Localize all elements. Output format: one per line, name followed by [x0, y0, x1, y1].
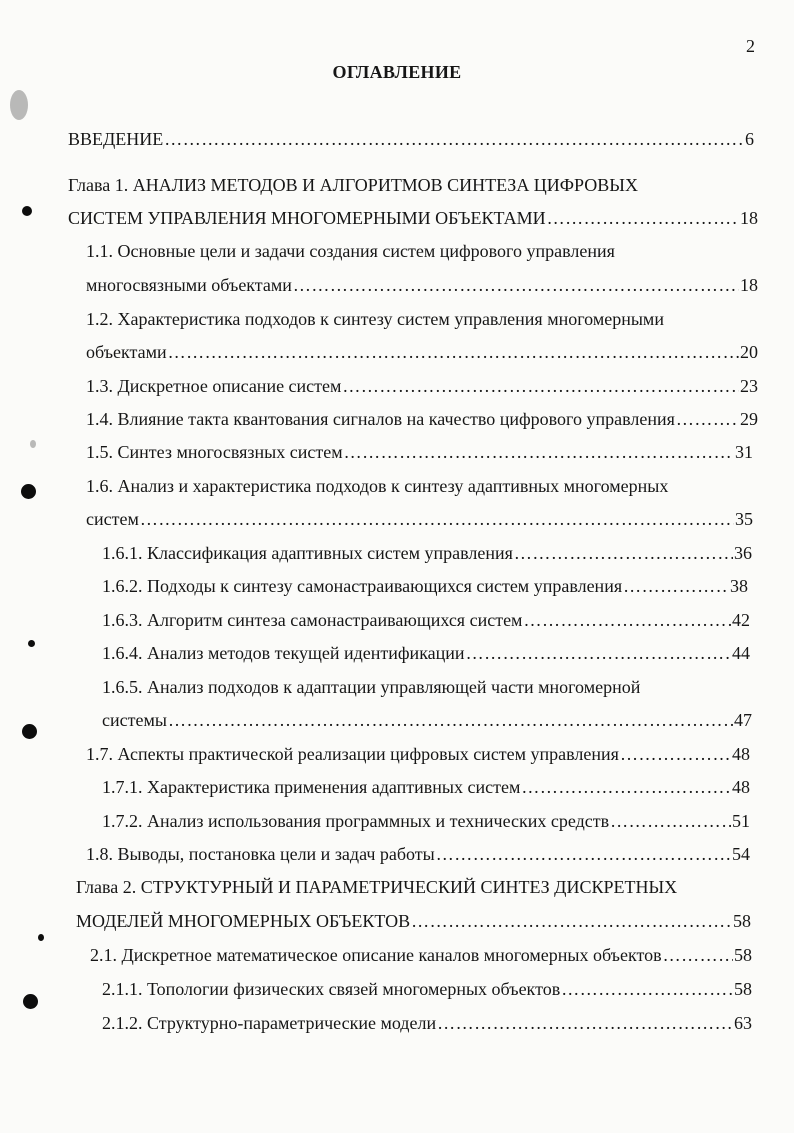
scan-speck: [10, 90, 28, 120]
toc-entry-introduction[interactable]: [68, 128, 754, 150]
toc-entry-title: многосвязными объектами: [86, 275, 292, 295]
toc-section-1-2-line1[interactable]: 1.2. Характеристика подходов к синтезу систем управления многомерными: [86, 309, 664, 329]
toc-entry-chapter-1[interactable]: [68, 207, 758, 229]
toc-entry-title: 1.6.3. Алгоритм синтеза самонастраивающихся систем: [102, 610, 523, 630]
page-number: 2: [746, 36, 755, 56]
toc-entry-section-2-1-2[interactable]: [102, 1012, 752, 1034]
toc-entry-page: 48: [732, 744, 750, 764]
punch-hole-mark: [21, 484, 36, 499]
toc-leader-dots: [411, 910, 732, 932]
toc-leader-dots: [620, 743, 731, 765]
toc-entry-page: 6: [745, 129, 754, 149]
toc-leader-dots: [437, 1012, 733, 1034]
toc-chapter-2-title-line1[interactable]: Глава 2. СТРУКТУРНЫЙ И ПАРАМЕТРИЧЕСКИЙ СИНТЕЗ ДИСКРЕТНЫХ: [76, 877, 678, 897]
toc-leader-dots: [547, 207, 739, 229]
toc-entry-title: 2.1.2. Структурно-параметрические модели: [102, 1013, 437, 1033]
toc-entry-section-1-6[interactable]: [86, 508, 753, 530]
toc-entry-page: 58: [733, 911, 751, 931]
toc-entry-page: 18: [740, 208, 758, 228]
punch-hole-mark: [28, 640, 35, 647]
toc-entry-title: 1.7. Аспекты практической реализации цифровых систем управления: [86, 744, 619, 764]
toc-entry-section-1-6-2[interactable]: [102, 575, 748, 597]
toc-leader-dots: [676, 408, 739, 430]
toc-entry-section-1-4[interactable]: [86, 408, 758, 430]
toc-entry-title: систем: [86, 509, 139, 529]
toc-entry-title: 1.7.2. Анализ использования программных и технических средств: [102, 811, 610, 831]
toc-entry-title: МОДЕЛЕЙ МНОГОМЕРНЫХ ОБЪЕКТОВ: [76, 911, 411, 931]
toc-entry-section-1-7[interactable]: [86, 743, 750, 765]
toc-leader-dots: [623, 575, 729, 597]
toc-entry-title: 1.6.4. Анализ методов текущей идентификации: [102, 643, 465, 663]
toc-entry-section-1-6-3[interactable]: [102, 609, 750, 631]
toc-entry-page: 31: [735, 442, 753, 462]
toc-entry-section-1-7-2[interactable]: [102, 810, 750, 832]
toc-leader-dots: [436, 843, 731, 865]
toc-section-1-1-line1[interactable]: 1.1. Основные цели и задачи создания систем цифрового управления: [86, 241, 615, 261]
toc-entry-title: ВВЕДЕНИЕ: [68, 129, 164, 149]
toc-entry-page: 23: [740, 376, 758, 396]
toc-entry-page: 47: [734, 710, 752, 730]
toc-entry-title: системы: [102, 710, 167, 730]
toc-entry-section-1-3[interactable]: [86, 375, 758, 397]
toc-section-1-6-line1[interactable]: 1.6. Анализ и характеристика подходов к синтезу адаптивных многомерных: [86, 476, 669, 496]
toc-entry-page: 29: [740, 409, 758, 429]
toc-leader-dots: [293, 274, 739, 296]
punch-hole-mark: [23, 994, 38, 1009]
toc-entry-section-1-6-5[interactable]: [102, 709, 752, 731]
toc-entry-section-2-1[interactable]: [90, 944, 752, 966]
page-title: ОГЛАВЛЕНИЕ: [332, 62, 462, 82]
toc-leader-dots: [140, 508, 734, 530]
toc-entry-page: 63: [734, 1013, 752, 1033]
toc-entry-page: 58: [734, 979, 752, 999]
toc-entry-page: 54: [732, 844, 750, 864]
toc-entry-title: объектами: [86, 342, 167, 362]
toc-entry-page: 44: [732, 643, 750, 663]
toc-leader-dots: [561, 978, 733, 1000]
toc-entry-title: СИСТЕМ УПРАВЛЕНИЯ МНОГОМЕРНЫМИ ОБЪЕКТАМИ: [68, 208, 546, 228]
punch-hole-mark: [22, 724, 37, 739]
toc-leader-dots: [168, 709, 733, 731]
toc-entry-title: 1.3. Дискретное описание систем: [86, 376, 342, 396]
toc-entry-page: 58: [734, 945, 752, 965]
toc-entry-title: 1.7.1. Характеристика применения адаптивных систем: [102, 777, 521, 797]
toc-leader-dots: [610, 810, 731, 832]
toc-leader-dots: [523, 609, 731, 631]
toc-entry-page: 51: [732, 811, 750, 831]
toc-entry-title: 1.5. Синтез многосвязных систем: [86, 442, 343, 462]
toc-entry-section-1-7-1[interactable]: [102, 776, 750, 798]
toc-entry-page: 38: [730, 576, 748, 596]
toc-entry-section-1-6-4[interactable]: [102, 642, 750, 664]
toc-entry-title: 1.8. Выводы, постановка цели и задач работы: [86, 844, 435, 864]
toc-section-1-6-5-line1[interactable]: 1.6.5. Анализ подходов к адаптации управляющей части многомерной: [102, 677, 641, 697]
toc-chapter-1-title-line1[interactable]: Глава 1. АНАЛИЗ МЕТОДОВ И АЛГОРИТМОВ СИНТЕЗА ЦИФРОВЫХ: [68, 175, 638, 195]
toc-leader-dots: [466, 642, 731, 664]
toc-entry-title: 2.1.1. Топологии физических связей многомерных объектов: [102, 979, 561, 999]
toc-leader-dots: [164, 128, 744, 150]
toc-entry-section-1-8[interactable]: [86, 843, 750, 865]
toc-entry-title: 2.1. Дискретное математическое описание каналов многомерных объектов: [90, 945, 662, 965]
toc-entry-title: 1.6.1. Классификация адаптивных систем управления: [102, 543, 513, 563]
toc-entry-page: 36: [734, 543, 752, 563]
toc-entry-section-2-1-1[interactable]: [102, 978, 752, 1000]
punch-hole-mark: [22, 206, 32, 216]
toc-leader-dots: [663, 944, 733, 966]
toc-entry-page: 42: [732, 610, 750, 630]
toc-entry-title: 1.6.2. Подходы к синтезу самонастраивающихся систем управления: [102, 576, 623, 596]
toc-entry-section-1-6-1[interactable]: [102, 542, 752, 564]
toc-entry-section-1-2[interactable]: [86, 341, 758, 363]
toc-entry-title: 1.4. Влияние такта квантования сигналов на качество цифрового управления: [86, 409, 675, 429]
toc-entry-page: 18: [740, 275, 758, 295]
scan-speck: [30, 440, 36, 448]
toc-leader-dots: [344, 441, 734, 463]
toc-entry-section-1-5[interactable]: [86, 441, 753, 463]
toc-leader-dots: [514, 542, 733, 564]
toc-leader-dots: [168, 341, 739, 363]
toc-entry-page: 48: [732, 777, 750, 797]
punch-hole-mark: [38, 934, 44, 941]
toc-entry-chapter-2[interactable]: [76, 910, 751, 932]
toc-entry-page: 20: [740, 342, 758, 362]
toc-entry-section-1-1[interactable]: [86, 274, 758, 296]
toc-leader-dots: [342, 375, 739, 397]
toc-entry-page: 35: [735, 509, 753, 529]
toc-leader-dots: [521, 776, 731, 798]
